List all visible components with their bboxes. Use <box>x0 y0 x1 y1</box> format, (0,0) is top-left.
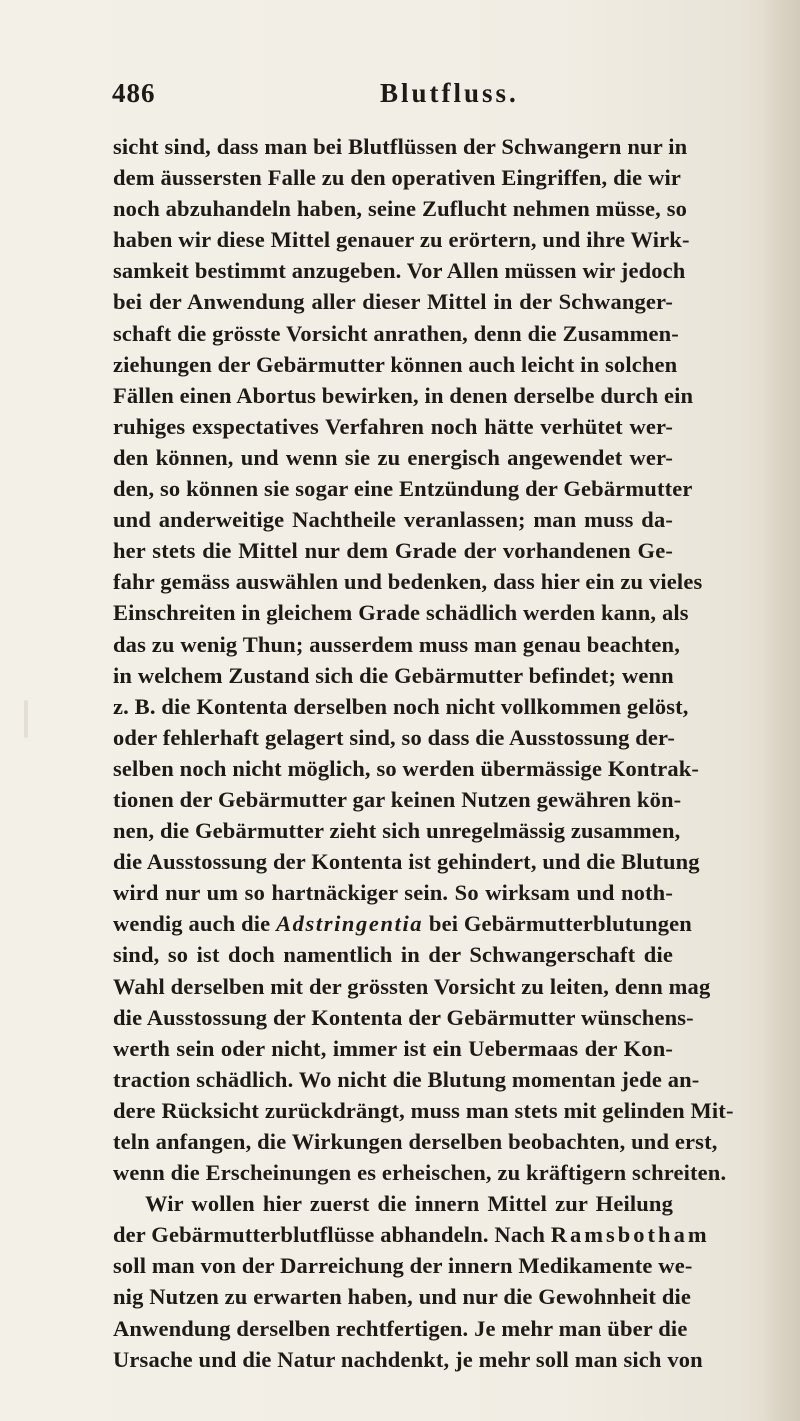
text-run: samkeit bestimmt anzugeben. Vor Allen müssen wir jedoch <box>113 258 686 284</box>
text-line <box>113 1250 693 1281</box>
text-line <box>113 784 682 815</box>
text-run: und anderweitige Nachtheile veranlassen; man muss da- <box>113 507 673 533</box>
text-run: sind, so ist doch namentlich in der Schwangerschaft die <box>113 942 673 968</box>
text-run: das zu wenig Thun; ausserdem muss man genau beachten, <box>113 631 680 657</box>
text-line <box>113 535 673 566</box>
text-line <box>113 939 673 970</box>
text-line <box>113 815 681 846</box>
text-line <box>113 1188 673 1219</box>
text-run: haben wir diese Mittel genauer zu erörtern, und ihre Wirk- <box>113 227 690 253</box>
text-run: traction schädlich. Wo nicht die Blutung momentan jede an- <box>113 1066 700 1092</box>
text-run: ziehungen der Gebärmutter können auch leicht in solchen <box>113 351 678 377</box>
text-line <box>113 722 676 753</box>
text-run: wenn die Erscheinungen es erheischen, zu kräftigern schreiten. <box>113 1160 727 1186</box>
text-line <box>113 1344 703 1375</box>
spaced-name: Ramsbotham <box>550 1222 710 1248</box>
text-run: soll man von der Darreichung der innern Medikamente we- <box>113 1253 693 1279</box>
text-line <box>113 1095 734 1126</box>
text-line <box>113 193 688 224</box>
text-line <box>113 1002 694 1033</box>
page-edge-shadow <box>762 0 800 1421</box>
text-line <box>113 1313 688 1344</box>
text-line <box>113 660 673 691</box>
text-run: oder fehlerhaft gelagert sind, so dass die Ausstossung der- <box>113 724 676 750</box>
text-run: der Gebärmutterblutflüsse abhandeln. Nach <box>113 1222 551 1248</box>
text-line <box>113 224 690 255</box>
text-run: Einschreiten in gleichem Grade schädlich werden kann, als <box>113 600 689 626</box>
page-number: 486 <box>112 78 156 108</box>
text-line <box>113 131 688 162</box>
text-run: z. B. die Kontenta derselben noch nicht vollkommen gelöst, <box>113 693 689 719</box>
text-run: dem äussersten Falle zu den operativen Eingriffen, die wir <box>113 165 682 191</box>
text-run: Anwendung derselben rechtfertigen. Je mehr man über die <box>113 1315 688 1341</box>
text-line <box>113 162 682 193</box>
text-line <box>113 318 679 349</box>
text-run: wendig auch die <box>113 911 277 937</box>
text-line <box>113 504 673 535</box>
text-line <box>113 971 711 1002</box>
text-line <box>113 753 700 784</box>
text-run: Wir wollen hier zuerst die innern Mittel zur Heilung <box>145 1191 673 1217</box>
text-line <box>113 1126 718 1157</box>
text-line <box>113 380 694 411</box>
text-run: nig Nutzen zu erwarten haben, und nur die Gewohnheit die <box>113 1284 692 1310</box>
scan-speck <box>24 700 28 738</box>
text-run: den können, und wenn sie zu energisch angewendet wer- <box>113 444 673 470</box>
text-run: schaft die grösste Vorsicht anrathen, denn die Zusammen- <box>113 320 679 346</box>
text-line <box>113 1219 710 1250</box>
text-run: wird nur um so hartnäckiger sein. So wirksam und noth- <box>113 880 673 906</box>
text-run: werth sein oder nicht, immer ist ein Uebermaas der Kon- <box>113 1035 673 1061</box>
text-line <box>113 411 673 442</box>
text-run: ruhiges exspectatives Verfahren noch hätte verhütet wer- <box>113 413 673 439</box>
text-run: in welchem Zustand sich die Gebärmutter befindet; wenn <box>113 662 674 688</box>
text-run: dere Rücksicht zurückdrängt, muss man stets mit gelinden Mit- <box>113 1097 734 1123</box>
text-line <box>113 442 673 473</box>
text-line <box>113 597 689 628</box>
running-title: Blutfluss. <box>380 78 519 108</box>
text-run: noch abzuhandeln haben, seine Zuflucht nehmen müsse, so <box>113 196 688 222</box>
text-line <box>113 846 700 877</box>
text-line <box>113 1157 727 1188</box>
text-run: her stets die Mittel nur dem Grade der vorhandenen Ge- <box>113 538 673 564</box>
text-run: Fällen einen Abortus bewirken, in denen derselbe durch ein <box>113 382 694 408</box>
body-text <box>113 131 734 1375</box>
text-run: Wahl derselben mit der grössten Vorsicht zu leiten, denn mag <box>113 973 711 999</box>
text-line <box>113 877 673 908</box>
text-run: den, so können sie sogar eine Entzündung der Gebärmutter <box>113 476 693 502</box>
text-run: sicht sind, dass man bei Blutflüssen der Schwangern nur in <box>113 134 688 159</box>
page-header <box>112 78 672 118</box>
text-run: nen, die Gebärmutter zieht sich unregelmässig zusammen, <box>113 818 681 844</box>
text-run: bei Gebärmutterblutungen <box>423 911 692 937</box>
text-line <box>113 255 686 286</box>
text-line <box>113 349 678 380</box>
text-line <box>113 691 689 722</box>
text-run: die Ausstossung der Kontenta ist gehindert, und die Blutung <box>113 849 700 875</box>
text-line <box>113 286 673 317</box>
text-run: tionen der Gebärmutter gar keinen Nutzen gewähren kön- <box>113 786 682 812</box>
text-run: fahr gemäss auswählen und bedenken, dass hier ein zu vieles <box>113 569 703 595</box>
text-line <box>113 1064 700 1095</box>
text-run: bei der Anwendung aller dieser Mittel in der Schwanger- <box>113 289 673 315</box>
text-line <box>113 1033 673 1064</box>
text-run: selben noch nicht möglich, so werden übermässige Kontrak- <box>113 755 700 781</box>
text-line <box>113 473 693 504</box>
text-line <box>113 908 692 939</box>
text-line <box>113 566 703 597</box>
text-line <box>113 629 680 660</box>
text-run: Ursache und die Natur nachdenkt, je mehr soll man sich von <box>113 1346 703 1372</box>
text-run: die Ausstossung der Kontenta der Gebärmutter wünschens- <box>113 1004 694 1030</box>
text-line <box>113 1281 692 1312</box>
text-run: teln anfangen, die Wirkungen derselben beobachten, und erst, <box>113 1129 718 1154</box>
italic-term: Adstringentia <box>276 911 424 937</box>
